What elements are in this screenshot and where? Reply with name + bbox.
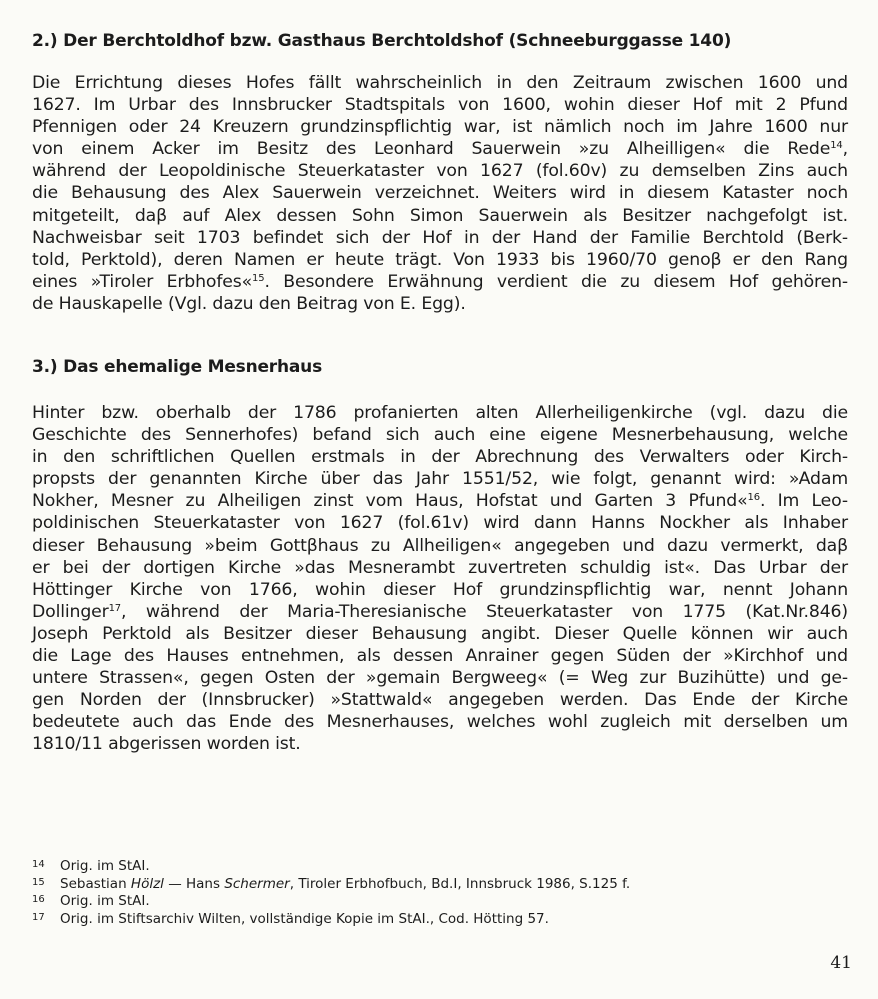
text-line: propsts der genannten Kirche über das Jahr 1551/52, wie folgt, genannt wird: »Adam	[32, 469, 848, 490]
text-line: in den schriftlichen Quellen erstmals in der Abrechnung des Verwalters oder Kirch-	[32, 447, 848, 468]
text-line: eines »Tiroler Erbhofes«$^{15}$. Besondere Erwähnung verdient die zu diesem Hof gehören-	[32, 271, 848, 292]
footnote-text: Orig. im Stiftsarchiv Wilten, vollständige Kopie im StAI., Cod. Hötting 57.	[60, 910, 549, 927]
text-line: Die Errichtung dieses Hofes fällt wahrscheinlich in den Zeitraum zwischen 1600 und	[32, 73, 848, 93]
text-line: dieser Behausung »beim Gottβhaus zu Allheiligen« angegeben und dazu vermerkt, daβ	[32, 535, 848, 556]
footnote-number: 14	[32, 859, 45, 870]
section-body-mesnerhaus	[32, 402, 848, 756]
footnote-text: Sebastian Hölzl — Hans Schermer, Tiroler Erbhofbuch, Bd.I, Innsbruck 1986, S.125 f.	[60, 875, 631, 892]
text-line: die Lage des Hauses entnehmen, als dessen Anrainer gegen Süden der »Kirchhof und	[32, 646, 848, 667]
text-line: Höttinger Kirche von 1766, wohin dieser Hof grundzinspflichtig war, nennt Johann	[32, 579, 848, 600]
footnote	[32, 858, 852, 876]
text-line: Joseph Perktold als Besitzer dieser Behausung angibt. Dieser Quelle können wir auch	[32, 623, 848, 644]
section-heading-berchtoldhof: 2.) Der Berchtoldhof bzw. Gasthaus Berchtoldshof (Schneeburggasse 140)	[32, 31, 732, 51]
text-line: poldinischen Steuerkataster von 1627 (fol.61v) wird dann Hanns Nockher als Inhaber	[32, 513, 848, 534]
text-line: während der Leopoldinische Steuerkataster von 1627 (fol.60v) zu demselben Zins auch	[32, 161, 848, 182]
footnote-ref: 16	[747, 492, 760, 504]
text-line: mitgeteilt, daβ auf Alex dessen Sohn Simon Sauerwein als Besitzer nachgefolgt ist.	[32, 205, 848, 226]
footnote-number: 16	[32, 894, 45, 905]
footnote-ref: 17	[108, 602, 122, 614]
footnote-number: 15	[32, 876, 45, 888]
text-line: Hinter bzw. oberhalb der 1786 profanierten alten Allerheiligenkirche (vgl. dazu die	[32, 403, 848, 423]
footnote	[32, 893, 852, 911]
footnote-text: Orig. im StAI.	[60, 893, 150, 909]
footnote-text: Orig. im StAI.	[60, 858, 150, 874]
text-line: Nokher, Mesner zu Alheiligen zinst vom Haus, Hofstat und Garten 3 Pfund«$^{16}$. Im Leo-	[32, 491, 848, 512]
text-line: bedeutete auch das Ende des Mesnerhauses, welches wohl zugleich mit derselben um	[32, 712, 848, 733]
text-line: Dollinger$^{17}$, während der Maria-Theresianische Steuerkataster von 1775 (Kat.Nr.846)	[32, 601, 848, 622]
footnote-number: 17	[32, 911, 45, 923]
text-line: 1627. Im Urbar des Innsbrucker Stadtspitals von 1600, wohin dieser Hof mit 2 Pfund	[32, 95, 848, 116]
text-line: er bei der dortigen Kirche »das Mesnerambt zuvertreten schuldig ist«. Das Urbar der	[32, 557, 848, 578]
footnote-ref: 14	[830, 140, 843, 152]
section-heading-mesnerhaus: 3.) Das ehemalige Mesnerhaus	[32, 357, 322, 377]
footnote-ref: 15	[252, 272, 265, 284]
text-line: gen Norden der (Innsbrucker) »Stattwald« angegeben werden. Das Ende der Kirche	[32, 690, 848, 711]
text-line: Geschichte des Sennerhofes) befand sich auch eine eigene Mesnerbehausung, welche	[32, 425, 848, 446]
text-line: Nachweisbar seit 1703 befindet sich der Hof in der Hand der Familie Berchtold (Berk-	[32, 227, 848, 248]
text-line: de Hauskapelle (Vgl. dazu den Beitrag von E. Egg).	[32, 293, 466, 314]
footnote	[32, 876, 852, 894]
footnotes	[32, 858, 852, 928]
footnote	[32, 911, 852, 929]
text-line: von einem Acker im Besitz des Leonhard Sauerwein »zu Alheilligen« die Rede$^{14}$,	[32, 139, 848, 160]
text-line: told, Perktold), deren Namen er heute trägt. Von 1933 bis 1960/70 genoβ er den Rang	[32, 249, 848, 270]
text-line: Pfennigen oder 24 Kreuzern grundzinspflichtig war, ist nämlich noch im Jahre 1600 nur	[32, 117, 848, 138]
section-body-berchtoldhof	[32, 72, 848, 315]
text-line: untere Strassen«, gegen Osten der »gemain Bergweeg« (= Weg zur Buzihütte) und ge-	[32, 668, 848, 689]
text-line: die Behausung des Alex Sauerwein verzeichnet. Weiters wird in diesem Kataster noch	[32, 183, 848, 204]
document-page	[32, 0, 852, 999]
text-line: 1810/11 abgerissen worden ist.	[32, 734, 301, 755]
page-number: 41	[830, 953, 852, 973]
